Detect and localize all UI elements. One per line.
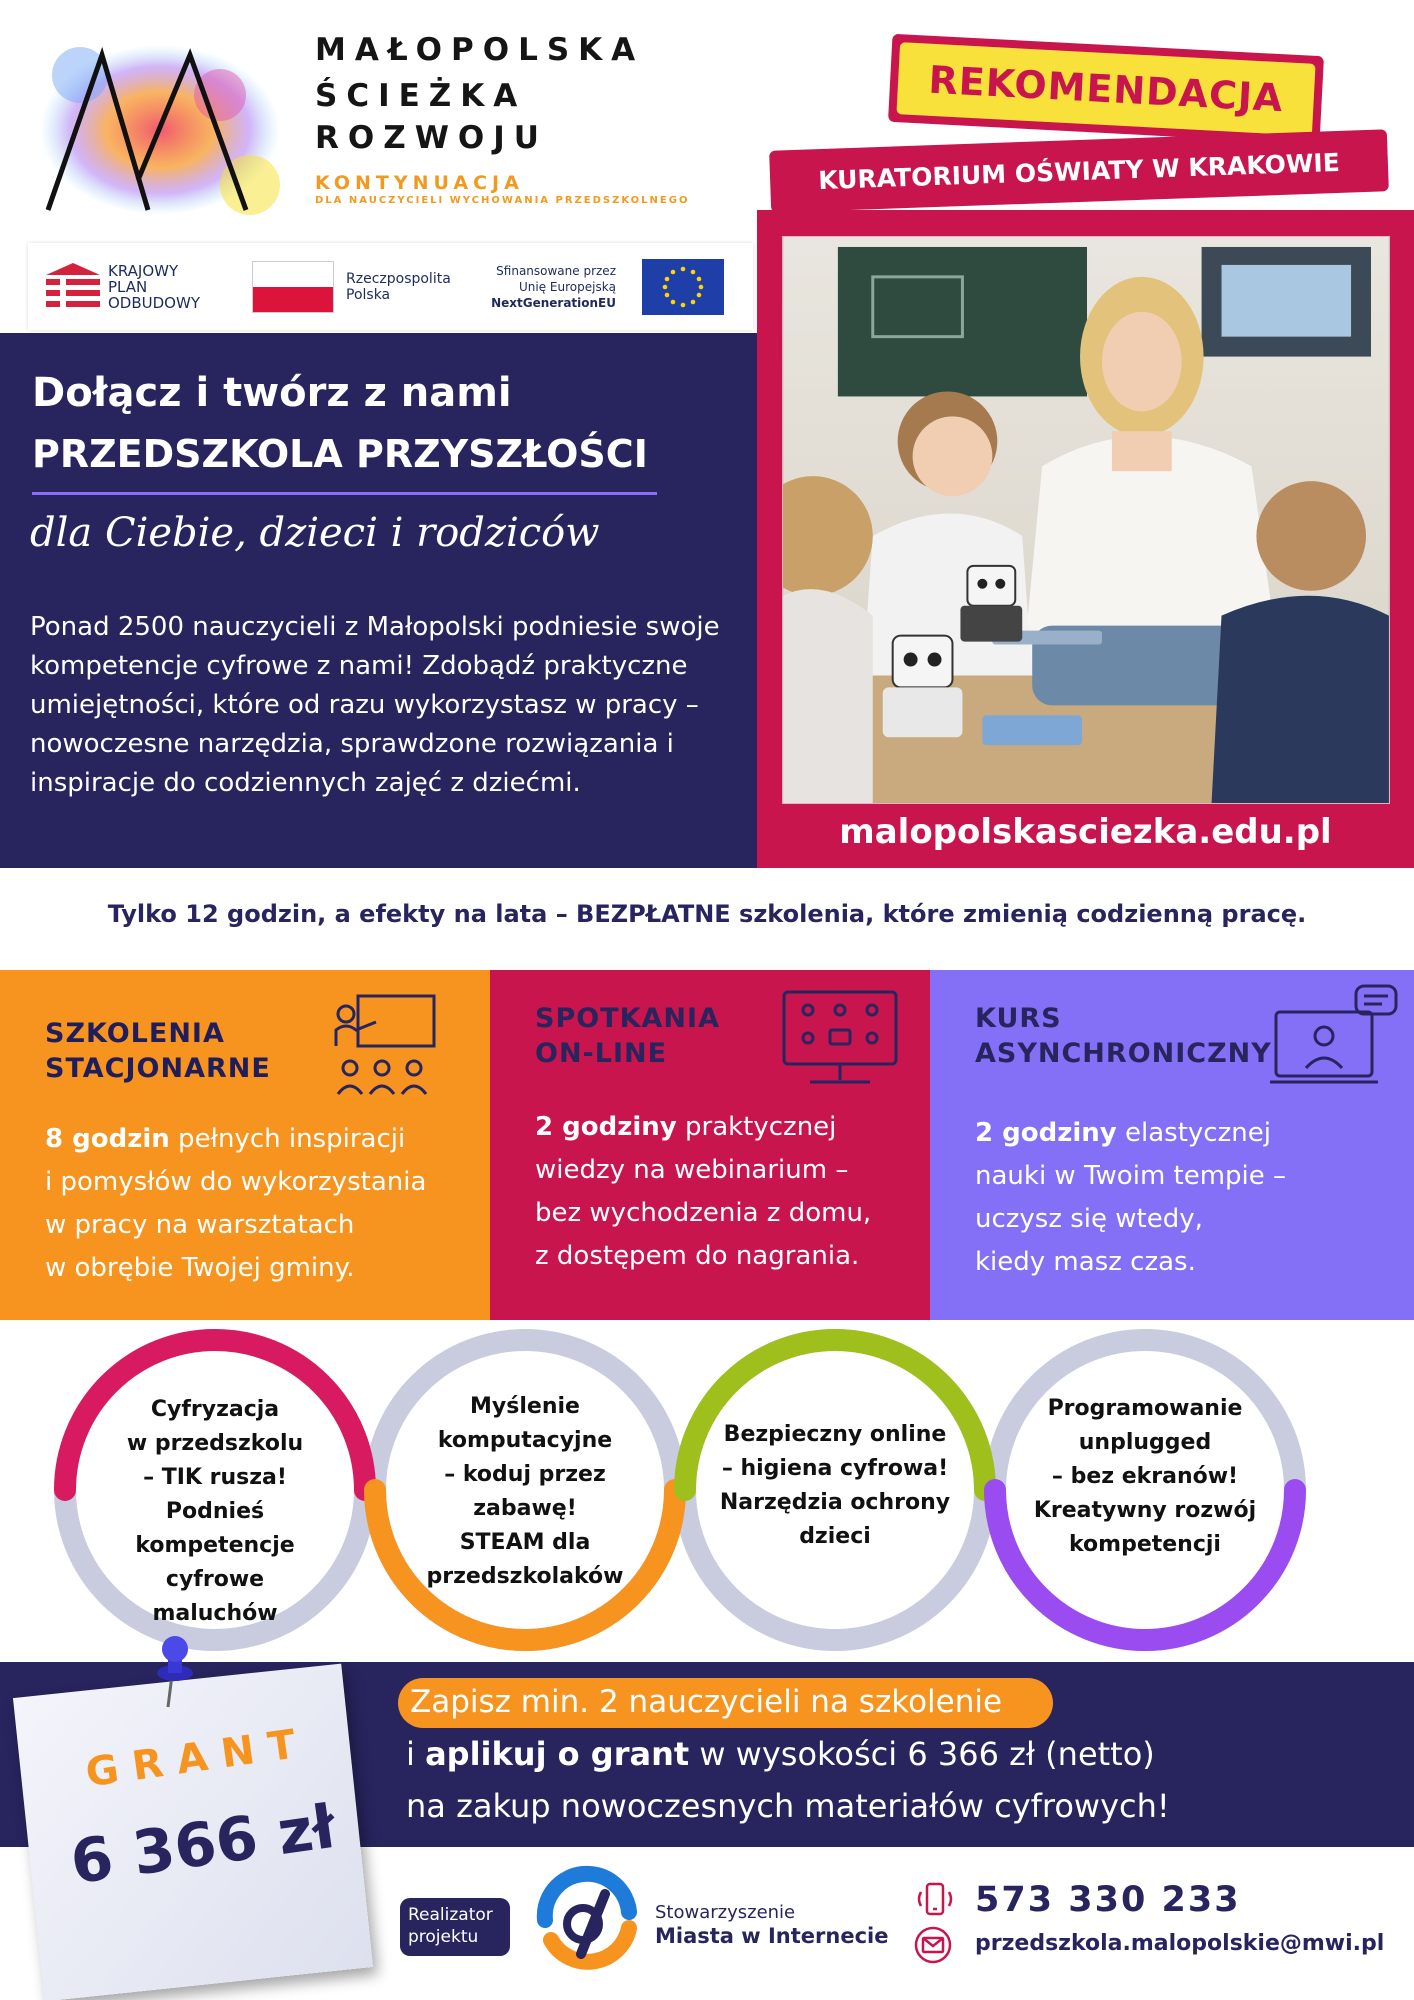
- poland-text-1: Rzeczpospolita: [346, 271, 451, 287]
- format-lead-2: 2 godziny: [535, 1112, 677, 1142]
- recommendation-label: REKOMENDACJA: [927, 57, 1285, 121]
- format-body-2: 2 godziny praktycznej wiedzy na webinarium – bez wychodzenia z domu, z dostępem do nagrania.: [535, 1112, 872, 1271]
- website-link[interactable]: malopolskasciezka.edu.pl: [839, 812, 1332, 852]
- intro-tagline-script: dla Ciebie, dzieci i rodziców: [30, 510, 600, 556]
- video-meeting-icon: [780, 988, 900, 1088]
- organization-name-1: Stowarzyszenie: [655, 1902, 796, 1923]
- tagline: Tylko 12 godzin, a efekty na lata – BEZPŁATNE szkolenia, które zmienią codzienną pracę.: [107, 900, 1307, 928]
- brand-line-2: ŚCIEŻKA: [315, 78, 527, 114]
- email-icon: [912, 1926, 954, 1964]
- eu-text-2: Unię Europejską: [518, 280, 616, 294]
- kpo-logo-icon: [46, 263, 100, 311]
- topic-4-text: Programowanie unplugged – bez ekranów! Kreatywny rozwój kompetencji: [1033, 1396, 1257, 1557]
- brand-line-3: ROZWOJU: [315, 120, 548, 156]
- pushpin-icon: [150, 1635, 200, 1715]
- format-title-2b: ON-LINE: [535, 1038, 668, 1069]
- format-card-stationary: [0, 970, 490, 1320]
- eu-flag-icon: [642, 259, 724, 315]
- intro-divider: [32, 492, 657, 495]
- continuation-label: KONTYNUACJA: [315, 172, 524, 194]
- teacher-with-children-photo: [782, 236, 1390, 804]
- format-title-3a: KURS: [975, 1003, 1062, 1034]
- mwi-logo-icon: [525, 1860, 645, 1980]
- intro-heading: Dołącz i twórz z nami: [32, 370, 512, 416]
- grant-label: GRANT: [82, 1719, 313, 1797]
- format-lead-3: 2 godziny: [975, 1118, 1117, 1148]
- grant-line-2: i aplikuj o grant w wysokości 6 366 zł (netto): [406, 1735, 1155, 1773]
- format-body-1: 8 godzin pełnych inspiracji i pomysłów do wykorzystania w pracy na warsztatach w obrębie Twojej gminy.: [45, 1124, 427, 1283]
- polish-flag-icon: [252, 261, 334, 313]
- grant-line-1: Zapisz min. 2 nauczycieli na szkolenie: [410, 1684, 1003, 1720]
- kpo-text-2: PLAN: [108, 278, 148, 296]
- format-title-3b: ASYNCHRONICZNY: [975, 1038, 1272, 1069]
- kpo-text-1: KRAJOWY: [108, 262, 179, 280]
- brand-line-1: MAŁOPOLSKA: [315, 32, 645, 68]
- eu-text-1: Sfinansowane przez: [496, 264, 616, 278]
- intro-body: Ponad 2500 nauczycieli z Małopolski podniesie swoje kompetencje cyfrowe z nami! Zdobądź praktyczne umiejętności, które od razu wykorzystasz w pracy – nowoczesne narzędzia, sprawdzone rozwiązania i inspiracje do codziennych zajęć z dziećmi.: [30, 612, 720, 798]
- topic-2-text: Myślenie komputacyjne – koduj przez zabawę! STEAM dla przedszkolaków: [426, 1394, 624, 1589]
- msr-logo: [40, 35, 300, 215]
- format-card-async: [930, 970, 1414, 1320]
- realizator-badge: Realizator projektu: [400, 1898, 510, 1956]
- format-lead-1: 8 godzin: [45, 1124, 170, 1154]
- funders-bar: [28, 243, 753, 330]
- format-card-online: [490, 970, 930, 1320]
- format-title-1b: STACJONARNE: [45, 1053, 271, 1084]
- poland-text-2: Polska: [346, 287, 391, 303]
- kpo-text-3: ODBUDOWY: [108, 294, 200, 312]
- audience-label: DLA NAUCZYCIELI WYCHOWANIA PRZEDSZKOLNEGO: [315, 195, 690, 206]
- format-title-2a: SPOTKANIA: [535, 1003, 720, 1034]
- grant-line-3: na zakup nowoczesnych materiałów cyfrowych!: [406, 1787, 1170, 1825]
- laptop-learner-icon: [1270, 982, 1400, 1092]
- format-title-1a: SZKOLENIA: [45, 1018, 225, 1049]
- format-body-3: 2 godziny elastycznej nauki w Twoim tempie – uczysz się wtedy, kiedy masz czas.: [975, 1118, 1287, 1277]
- recommendation-badge: [888, 34, 1324, 144]
- intro-heading-caps: PRZEDSZKOLA PRZYSZŁOŚCI: [32, 432, 648, 476]
- authority-banner: KURATORIUM OŚWIATY W KRAKOWIE: [769, 129, 1389, 213]
- classroom-presenter-icon: [330, 990, 440, 1100]
- grant-amount: 6 366 zł: [66, 1791, 340, 1899]
- organization-name-2: Miasta w Internecie: [655, 1924, 889, 1948]
- eu-text-3: NextGenerationEU: [491, 296, 616, 310]
- phone-icon: [915, 1880, 955, 1920]
- email-address[interactable]: przedszkola.malopolskie@mwi.pl: [975, 1931, 1385, 1956]
- phone-number[interactable]: 573 330 233: [975, 1880, 1241, 1920]
- topic-3-text: Bezpieczny online – higiena cyfrowa! Narzędzia ochrony dzieci: [719, 1422, 951, 1549]
- topic-1-text: Cyfryzacja w przedszkolu – TIK rusza! Podnieś kompetencje cyfrowe maluchów: [126, 1397, 304, 1626]
